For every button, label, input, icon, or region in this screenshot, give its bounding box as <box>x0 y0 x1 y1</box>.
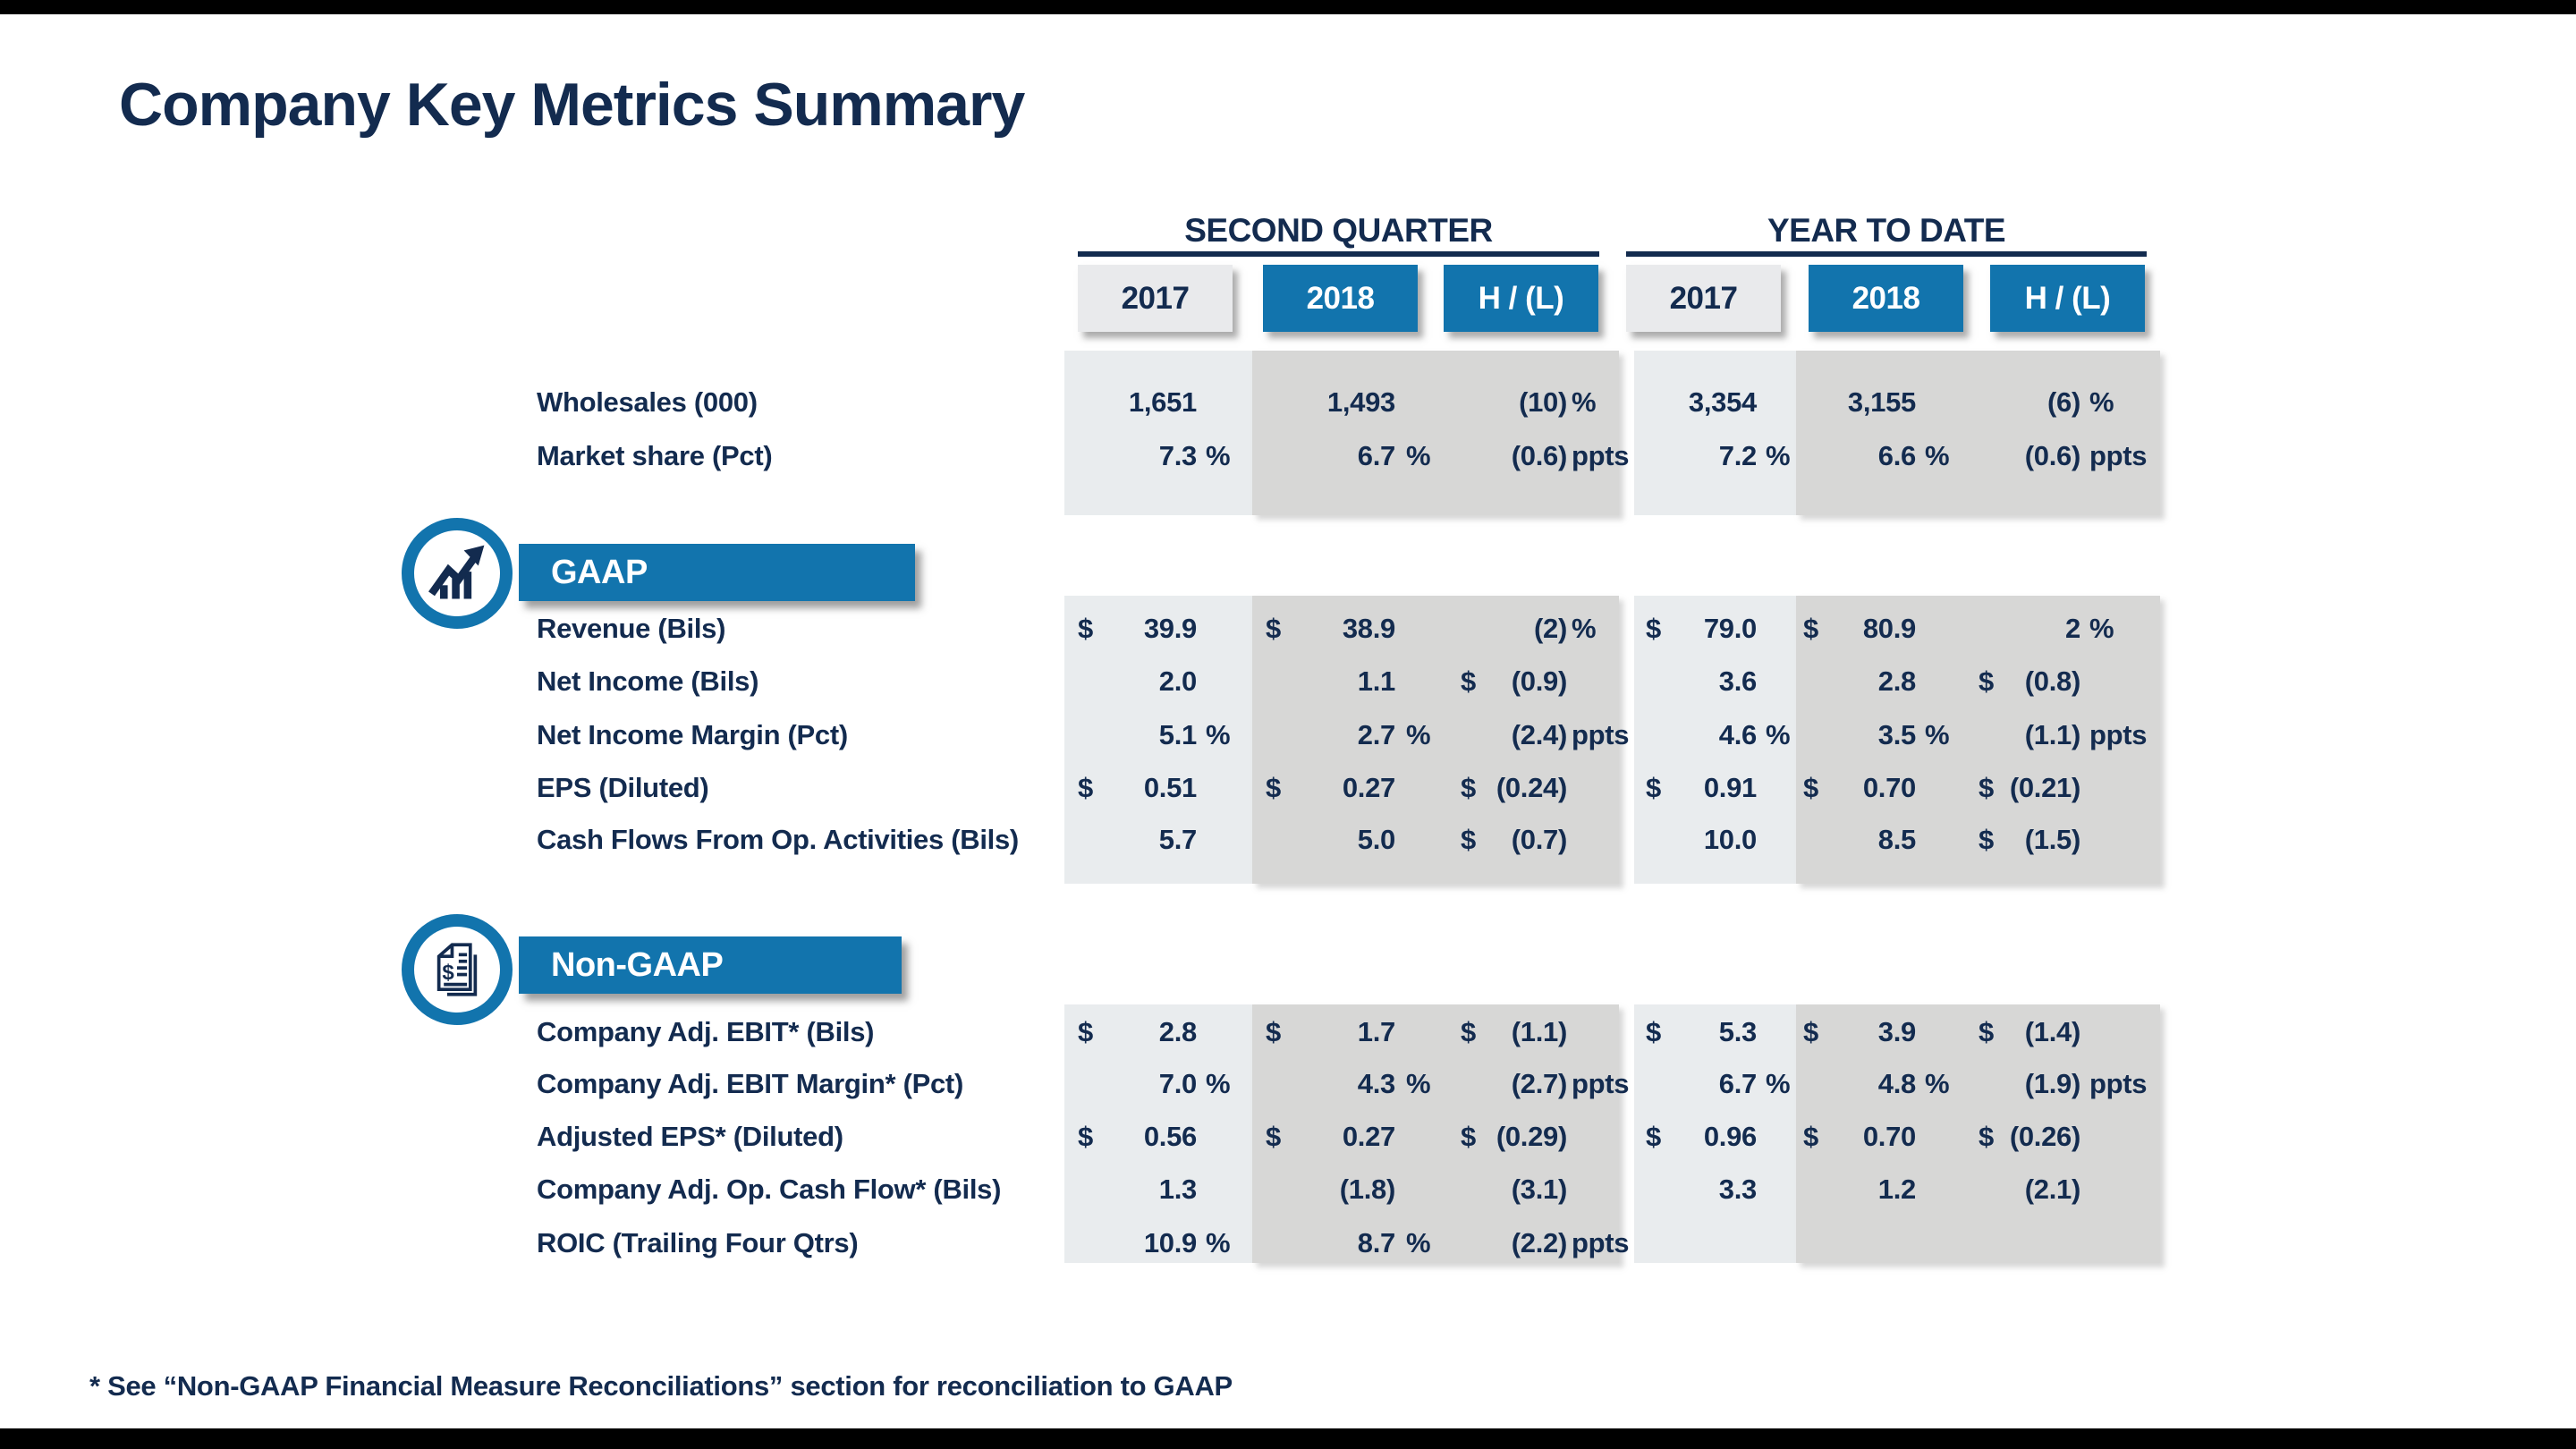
cell-ytd-hl-currency: $ <box>1979 1121 1994 1152</box>
cell-q2-2018-currency: $ <box>1266 613 1281 644</box>
cell-ytd-2018-value: 0.70 <box>1862 772 1916 803</box>
year-to-date-underline <box>1626 251 2147 257</box>
cell-q2-2017-value: 5.1 <box>1158 719 1197 750</box>
column-shading-ytd-compare-top <box>1796 351 2160 515</box>
cell-q2-hl-value: (0.24) <box>1496 772 1567 803</box>
gaap-icon-circle <box>402 518 513 629</box>
cell-ytd-hl-value: (0.21) <box>2009 772 2080 803</box>
cell-q2-2018-value: 1,493 <box>1326 386 1395 418</box>
cell-q2-2018-value: 2.7 <box>1357 719 1395 750</box>
metric-row <box>0 1115 2576 1158</box>
cell-ytd-hl-unit: % <box>2089 613 2114 644</box>
cell-ytd-2017-value: 5.3 <box>1718 1016 1757 1047</box>
cell-ytd-2018-unit: % <box>1925 440 1950 471</box>
column-header-q2-2017: 2017 <box>1078 265 1233 332</box>
cell-q2-hl-value: (0.6) <box>1511 440 1567 471</box>
cell-q2-2018-value: 8.7 <box>1357 1227 1395 1258</box>
cell-ytd-2017-value: 6.7 <box>1718 1068 1757 1099</box>
cell-ytd-2017-value: 0.96 <box>1703 1121 1757 1152</box>
cell-ytd-2018-currency: $ <box>1803 1016 1818 1047</box>
metric-label: Company Adj. EBIT Margin* (Pct) <box>537 1068 963 1099</box>
cell-q2-hl-value: (2.7) <box>1511 1068 1567 1099</box>
metric-row <box>0 660 2576 703</box>
cell-ytd-2017-value: 10.0 <box>1703 824 1757 855</box>
footnote: * See “Non-GAAP Financial Measure Reconciliations” section for reconciliation to GAAP <box>89 1370 1233 1402</box>
cell-ytd-hl-value: (6) <box>2047 386 2080 418</box>
metric-label: Market share (Pct) <box>537 440 773 471</box>
cell-q2-hl-value: (10) <box>1519 386 1567 418</box>
financial-document-icon <box>424 936 490 1003</box>
cell-ytd-hl-value: 2 <box>2065 613 2080 644</box>
column-shading-q2-2017-top <box>1064 351 1252 515</box>
metric-row <box>0 714 2576 757</box>
top-black-bar <box>0 0 2576 14</box>
column-shading-q2-compare-top <box>1252 351 1619 515</box>
cell-q2-2017-currency: $ <box>1078 772 1093 803</box>
cell-ytd-2018-value: 80.9 <box>1862 613 1916 644</box>
cell-q2-2018-value: 5.0 <box>1357 824 1395 855</box>
cell-ytd-hl-currency: $ <box>1979 772 1994 803</box>
cell-ytd-2018-value: 2.8 <box>1877 665 1916 697</box>
cell-q2-2018-currency: $ <box>1266 772 1281 803</box>
page-title: Company Key Metrics Summary <box>119 71 1025 139</box>
gaap-section-banner <box>519 544 915 601</box>
cell-q2-2017-value: 2.0 <box>1158 665 1197 697</box>
cell-q2-2017-currency: $ <box>1078 1016 1093 1047</box>
cell-ytd-hl-unit: ppts <box>2089 719 2148 750</box>
column-shading-ytd-2017-top <box>1634 351 1796 515</box>
metric-row <box>0 818 2576 861</box>
cell-q2-2017-value: 7.0 <box>1158 1068 1197 1099</box>
cell-ytd-2017-unit: % <box>1766 1068 1791 1099</box>
second-quarter-underline <box>1078 251 1599 257</box>
cell-ytd-2018-value: 1.2 <box>1877 1174 1916 1205</box>
metric-row <box>0 1222 2576 1265</box>
non-gaap-section-banner <box>519 936 902 994</box>
cell-ytd-2018-value: 3,155 <box>1847 386 1916 418</box>
cell-ytd-hl-value: (1.4) <box>2024 1016 2080 1047</box>
column-header-ytd-2017: 2017 <box>1626 265 1781 332</box>
cell-q2-2018-value: 0.27 <box>1342 1121 1395 1152</box>
cell-q2-hl-currency: $ <box>1461 1121 1476 1152</box>
cell-q2-hl-unit: ppts <box>1572 719 1630 750</box>
cell-ytd-2018-value: 6.6 <box>1877 440 1916 471</box>
cell-ytd-2018-value: 3.9 <box>1877 1016 1916 1047</box>
cell-q2-2017-value: 10.9 <box>1143 1227 1197 1258</box>
cell-q2-hl-value: (0.29) <box>1496 1121 1567 1152</box>
cell-q2-2018-value: 1.7 <box>1357 1016 1395 1047</box>
cell-q2-2017-unit: % <box>1206 1068 1231 1099</box>
cell-q2-hl-value: (2.2) <box>1511 1227 1567 1258</box>
metric-row <box>0 1168 2576 1211</box>
metric-row <box>0 381 2576 424</box>
cell-q2-2018-currency: $ <box>1266 1016 1281 1047</box>
non-gaap-section-label: Non-GAAP <box>551 946 724 984</box>
cell-q2-2018-unit: % <box>1406 1068 1431 1099</box>
cell-ytd-hl-unit: % <box>2089 386 2114 418</box>
cell-q2-2017-value: 5.7 <box>1158 824 1197 855</box>
cell-ytd-2017-value: 3.3 <box>1718 1174 1757 1205</box>
cell-ytd-2017-value: 3.6 <box>1718 665 1757 697</box>
cell-q2-hl-unit: ppts <box>1572 1068 1630 1099</box>
cell-q2-hl-unit: % <box>1572 386 1597 418</box>
cell-ytd-2018-unit: % <box>1925 1068 1950 1099</box>
cell-ytd-2018-value: 0.70 <box>1862 1121 1916 1152</box>
svg-text:$: $ <box>442 961 454 986</box>
non-gaap-icon-circle <box>402 914 513 1025</box>
gaap-section-label: GAAP <box>551 554 648 591</box>
cell-q2-hl-value: (1.1) <box>1511 1016 1567 1047</box>
cell-q2-hl-value: (2) <box>1534 613 1567 644</box>
cell-q2-2018-value: 0.27 <box>1342 772 1395 803</box>
cell-q2-2017-unit: % <box>1206 440 1231 471</box>
cell-ytd-2018-currency: $ <box>1803 772 1818 803</box>
cell-q2-hl-currency: $ <box>1461 824 1476 855</box>
cell-q2-hl-unit: ppts <box>1572 1227 1630 1258</box>
trend-up-chart-icon <box>423 539 491 607</box>
cell-q2-2018-unit: % <box>1406 1227 1431 1258</box>
metric-label: Cash Flows From Op. Activities (Bils) <box>537 824 1019 855</box>
cell-ytd-hl-currency: $ <box>1979 1016 1994 1047</box>
column-header-ytd-hl: H / (L) <box>1990 265 2145 332</box>
cell-q2-2017-value: 1.3 <box>1158 1174 1197 1205</box>
metric-row <box>0 767 2576 809</box>
cell-ytd-2017-value: 7.2 <box>1718 440 1757 471</box>
cell-ytd-2017-unit: % <box>1766 440 1791 471</box>
cell-ytd-2017-currency: $ <box>1646 772 1661 803</box>
cell-q2-2018-unit: % <box>1406 719 1431 750</box>
metric-row <box>0 1011 2576 1054</box>
cell-q2-2017-value: 39.9 <box>1143 613 1197 644</box>
cell-ytd-2017-currency: $ <box>1646 1016 1661 1047</box>
cell-q2-hl-currency: $ <box>1461 1016 1476 1047</box>
column-header-q2-hl: H / (L) <box>1444 265 1598 332</box>
cell-ytd-hl-value: (0.6) <box>2024 440 2080 471</box>
cell-ytd-2018-currency: $ <box>1803 613 1818 644</box>
cell-q2-hl-value: (0.9) <box>1511 665 1567 697</box>
cell-q2-2017-value: 0.51 <box>1143 772 1197 803</box>
cell-q2-hl-value: (2.4) <box>1511 719 1567 750</box>
cell-q2-hl-unit: ppts <box>1572 440 1630 471</box>
cell-ytd-2017-value: 79.0 <box>1703 613 1757 644</box>
cell-ytd-2017-value: 4.6 <box>1718 719 1757 750</box>
cell-q2-2018-currency: $ <box>1266 1121 1281 1152</box>
cell-q2-2018-value: (1.8) <box>1339 1174 1395 1205</box>
cell-ytd-hl-currency: $ <box>1979 665 1994 697</box>
cell-ytd-hl-value: (0.26) <box>2009 1121 2080 1152</box>
cell-q2-hl-currency: $ <box>1461 772 1476 803</box>
column-header-ytd-2018: 2018 <box>1809 265 1963 332</box>
cell-q2-2018-unit: % <box>1406 440 1431 471</box>
cell-q2-2017-currency: $ <box>1078 613 1093 644</box>
metric-label: Company Adj. EBIT* (Bils) <box>537 1016 875 1047</box>
cell-q2-hl-currency: $ <box>1461 665 1476 697</box>
cell-q2-2018-value: 38.9 <box>1342 613 1395 644</box>
cell-ytd-2018-value: 3.5 <box>1877 719 1916 750</box>
cell-ytd-hl-value: (2.1) <box>2024 1174 2080 1205</box>
cell-q2-2017-value: 7.3 <box>1158 440 1197 471</box>
cell-q2-hl-value: (0.7) <box>1511 824 1567 855</box>
cell-ytd-2017-value: 0.91 <box>1703 772 1757 803</box>
metric-label: EPS (Diluted) <box>537 772 709 803</box>
metric-label: Revenue (Bils) <box>537 613 726 644</box>
cell-q2-2018-value: 1.1 <box>1357 665 1395 697</box>
cell-ytd-2018-value: 8.5 <box>1877 824 1916 855</box>
metric-label: Adjusted EPS* (Diluted) <box>537 1121 843 1152</box>
cell-q2-2017-value: 2.8 <box>1158 1016 1197 1047</box>
cell-ytd-2017-currency: $ <box>1646 1121 1661 1152</box>
metric-row <box>0 1063 2576 1106</box>
cell-ytd-hl-unit: ppts <box>2089 440 2148 471</box>
cell-q2-2017-currency: $ <box>1078 1121 1093 1152</box>
metric-label: ROIC (Trailing Four Qtrs) <box>537 1227 859 1258</box>
cell-q2-hl-unit: % <box>1572 613 1597 644</box>
bottom-black-bar <box>0 1428 2576 1449</box>
cell-ytd-2018-unit: % <box>1925 719 1950 750</box>
metric-row <box>0 435 2576 478</box>
column-header-q2-2018: 2018 <box>1263 265 1418 332</box>
cell-ytd-hl-unit: ppts <box>2089 1068 2148 1099</box>
cell-q2-2018-value: 4.3 <box>1357 1068 1395 1099</box>
cell-q2-2018-value: 6.7 <box>1357 440 1395 471</box>
cell-ytd-2018-currency: $ <box>1803 1121 1818 1152</box>
metric-row <box>0 607 2576 650</box>
cell-q2-2017-unit: % <box>1206 1227 1231 1258</box>
metric-label: Company Adj. Op. Cash Flow* (Bils) <box>537 1174 1002 1205</box>
metric-label: Net Income Margin (Pct) <box>537 719 848 750</box>
metric-label: Wholesales (000) <box>537 386 758 418</box>
group-header-second-quarter: SECOND QUARTER <box>1184 212 1493 249</box>
cell-ytd-2017-currency: $ <box>1646 613 1661 644</box>
metric-label: Net Income (Bils) <box>537 665 759 697</box>
cell-ytd-2018-value: 4.8 <box>1877 1068 1916 1099</box>
cell-ytd-hl-value: (1.9) <box>2024 1068 2080 1099</box>
cell-ytd-2017-unit: % <box>1766 719 1791 750</box>
cell-ytd-hl-value: (1.1) <box>2024 719 2080 750</box>
cell-ytd-hl-value: (1.5) <box>2024 824 2080 855</box>
group-header-year-to-date: YEAR TO DATE <box>1767 212 2006 249</box>
cell-q2-hl-value: (3.1) <box>1511 1174 1567 1205</box>
cell-ytd-hl-value: (0.8) <box>2024 665 2080 697</box>
cell-ytd-2017-value: 3,354 <box>1688 386 1757 418</box>
cell-q2-2017-value: 1,651 <box>1128 386 1197 418</box>
cell-q2-2017-unit: % <box>1206 719 1231 750</box>
cell-ytd-hl-currency: $ <box>1979 824 1994 855</box>
cell-q2-2017-value: 0.56 <box>1143 1121 1197 1152</box>
